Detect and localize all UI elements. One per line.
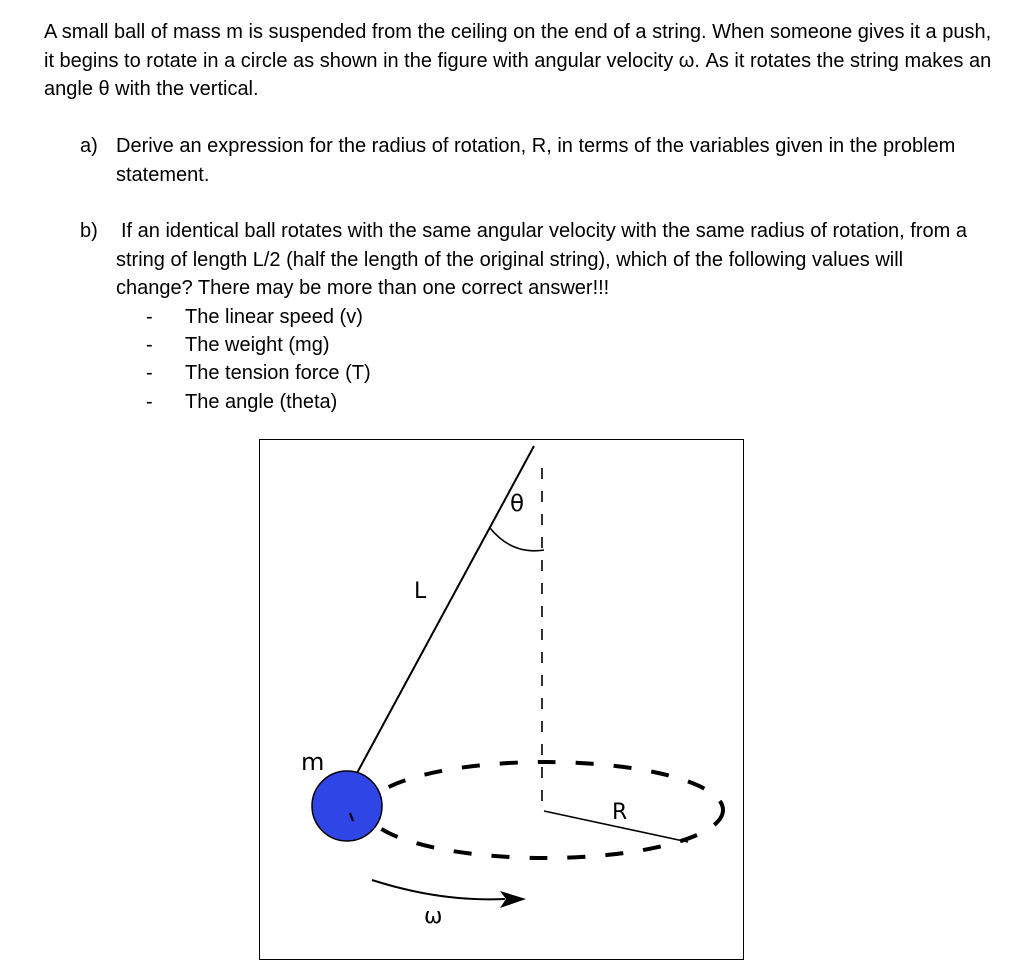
part-b-label: b) — [80, 220, 98, 242]
omega-arrow-shaft — [372, 880, 505, 899]
part-a-label: a) — [80, 135, 98, 157]
label-L: L — [414, 579, 427, 604]
part-a-text: Derive an expression for the radius of rotation, R, in terms of the variables given in the problem statement. — [116, 135, 956, 186]
option-linear-speed: The linear speed (v) — [185, 306, 363, 328]
bullet-dash: - — [146, 306, 153, 328]
label-m: m — [301, 748, 325, 776]
theta-arc — [490, 528, 544, 551]
option-tension-force: The tension force (T) — [185, 362, 371, 385]
rotation-path — [367, 762, 723, 858]
bullet-dash: - — [146, 390, 153, 413]
bullet-dash: - — [146, 334, 153, 357]
figure-drawing — [260, 440, 745, 961]
label-R: R — [612, 800, 628, 825]
bullet-dash: - — [146, 362, 153, 385]
part-b-text: If an identical ball rotates with the same angular velocity with the same radius of rotation, from a string of length L/2 (half the length of the original string), which of the following values will change? There may be more than one correct answer!!! — [116, 220, 967, 299]
label-theta: θ — [510, 491, 525, 517]
ball — [312, 771, 382, 841]
option-weight: The weight (mg) — [185, 334, 330, 357]
string-line — [357, 446, 534, 773]
label-omega: ω — [424, 904, 443, 929]
problem-intro: A small ball of mass m is suspended from the ceiling on the end of a string. When someone gives it a push, it begins to rotate in a circle as shown in the figure with angular velocity ω. As it rotates the string makes an angle θ with the vertical. — [44, 21, 992, 100]
conical-pendulum-figure — [259, 439, 744, 960]
option-angle: The angle (theta) — [185, 390, 338, 413]
